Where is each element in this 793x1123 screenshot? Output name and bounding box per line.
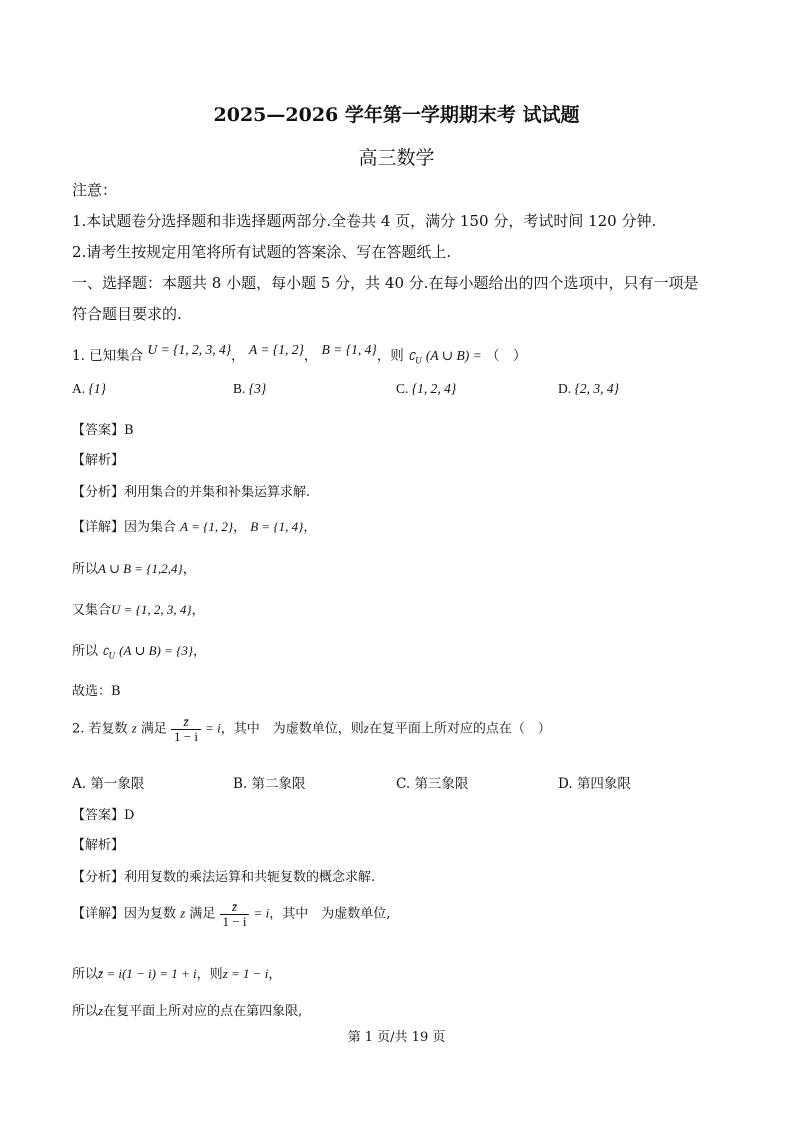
q1-paren: （ ）	[486, 348, 527, 364]
q1-detail-set-b: B = {1, 4}	[250, 519, 304, 534]
exam-title: 2025—2026 学年第一学期期末考 试试题	[213, 104, 580, 126]
q2-conclusion: 所以z在复平面上所对应的点在第四象限,	[72, 1003, 303, 1019]
question-2-stem: 2. 若复数 z 满足 $\frac{z̄}{1 - i}$ = i，其中 为虚数单位，则z在复平面上所对应的点在（ ）	[72, 714, 551, 744]
q2-option-b: B. 第二象限	[233, 776, 306, 792]
q1-sep2: ，	[303, 348, 318, 364]
q1-option-c: C. {1, 2, 4}	[396, 381, 457, 396]
q1-expr-sub: U	[415, 355, 422, 366]
q1-expr-complement: ∁	[408, 351, 416, 363]
q1-expr-body: (A ∪ B) =	[425, 348, 482, 363]
q1-union-expr: A ∪ B = {1,2,4}	[98, 561, 183, 576]
q1-answer: 【答案】B	[72, 423, 134, 438]
notice-label: 注意：	[72, 181, 118, 199]
q2-calc-result: z = 1 − i	[222, 966, 269, 981]
q2-calc-line: 所以z̄ = i(1 − i) = 1 + i，则z = 1 − i，	[72, 966, 282, 982]
q2-analysis-label: 【解析】	[72, 838, 125, 853]
q1-detail: 【详解】因为集合 A = {1, 2}， B = {1, 4}，	[72, 519, 317, 535]
q1-detail-set-a: A = {1, 2}	[180, 519, 234, 534]
q1-then: ，则	[376, 348, 404, 364]
q1-sep1: ，	[231, 348, 245, 364]
q1-option-a: A. {1}	[72, 381, 107, 396]
q2-answer: 【答案】D	[72, 808, 135, 823]
q1-set-b: B = {1, 4}	[321, 342, 377, 357]
notice-item-2: 2.请考生按规定用笔将所有试题的答案涂、写在答题纸上.	[72, 243, 452, 261]
q2-eq: = i	[205, 720, 221, 736]
q1-set-u: U = {1, 2, 3, 4}	[147, 342, 232, 357]
q1-option-d: D. {2, 3, 4}	[558, 381, 620, 396]
q1-complement-line: 所以 $∁_U$ (A ∪ B) = {3}，	[72, 643, 207, 661]
q2-calc-expr: z̄ = i(1 − i) = 1 + i	[98, 966, 197, 981]
q1-universal-expr: U = {1, 2, 3, 4}	[111, 602, 192, 617]
q2-detail-fraction: $\frac{z̄}{1 - i}$	[220, 900, 250, 928]
section-heading-line-2: 符合题目要求的.	[72, 305, 182, 323]
q2-option-c: C. 第三象限	[396, 776, 469, 792]
q2-fraction: $\frac{z̄}{1 - i}$	[171, 715, 201, 743]
q2-option-a: A. 第一象限	[72, 776, 145, 792]
q2-detail: 【详解】因为复数 z 满足 $\frac{z̄}{1 - i}$ = i，其中 为虚数单位,	[72, 899, 391, 929]
page-footer: 第 1 页/共 19 页	[347, 1030, 446, 1045]
q2-fenxi: 【分析】利用复数的乘法运算和共轭复数的概念求解.	[72, 870, 376, 885]
q1-union-line: 所以A ∪ B = {1,2,4}，	[72, 561, 196, 577]
q1-set-a: A = {1, 2}	[248, 342, 304, 357]
q1-fenxi: 【分析】利用集合的并集和补集运算求解.	[72, 485, 311, 500]
exam-subtitle: 高三数学	[358, 147, 435, 169]
q1-option-b: B. {3}	[233, 381, 267, 396]
question-1-stem	[72, 344, 527, 366]
q1-prefix: 1. 已知集合	[72, 348, 144, 364]
q2-option-d: D. 第四象限	[558, 776, 631, 792]
section-heading-line-1: 一、选择题：本题共 8 小题，每小题 5 分，共 40 分.在每小题给出的四个选项中，只有一项是	[72, 274, 699, 292]
q1-complement-expr: (A ∪ B) = {3}	[119, 643, 194, 658]
notice-item-1: 1.本试题卷分选择题和非选择题两部分.全卷共 4 页，满分 150 分，考试时间 120 分钟.	[72, 212, 657, 230]
q2-var: z	[131, 720, 137, 736]
q1-choose: 故选：B	[72, 684, 121, 699]
q1-analysis-label: 【解析】	[72, 453, 125, 468]
q1-universal-line: 又集合U = {1, 2, 3, 4}，	[72, 602, 205, 618]
